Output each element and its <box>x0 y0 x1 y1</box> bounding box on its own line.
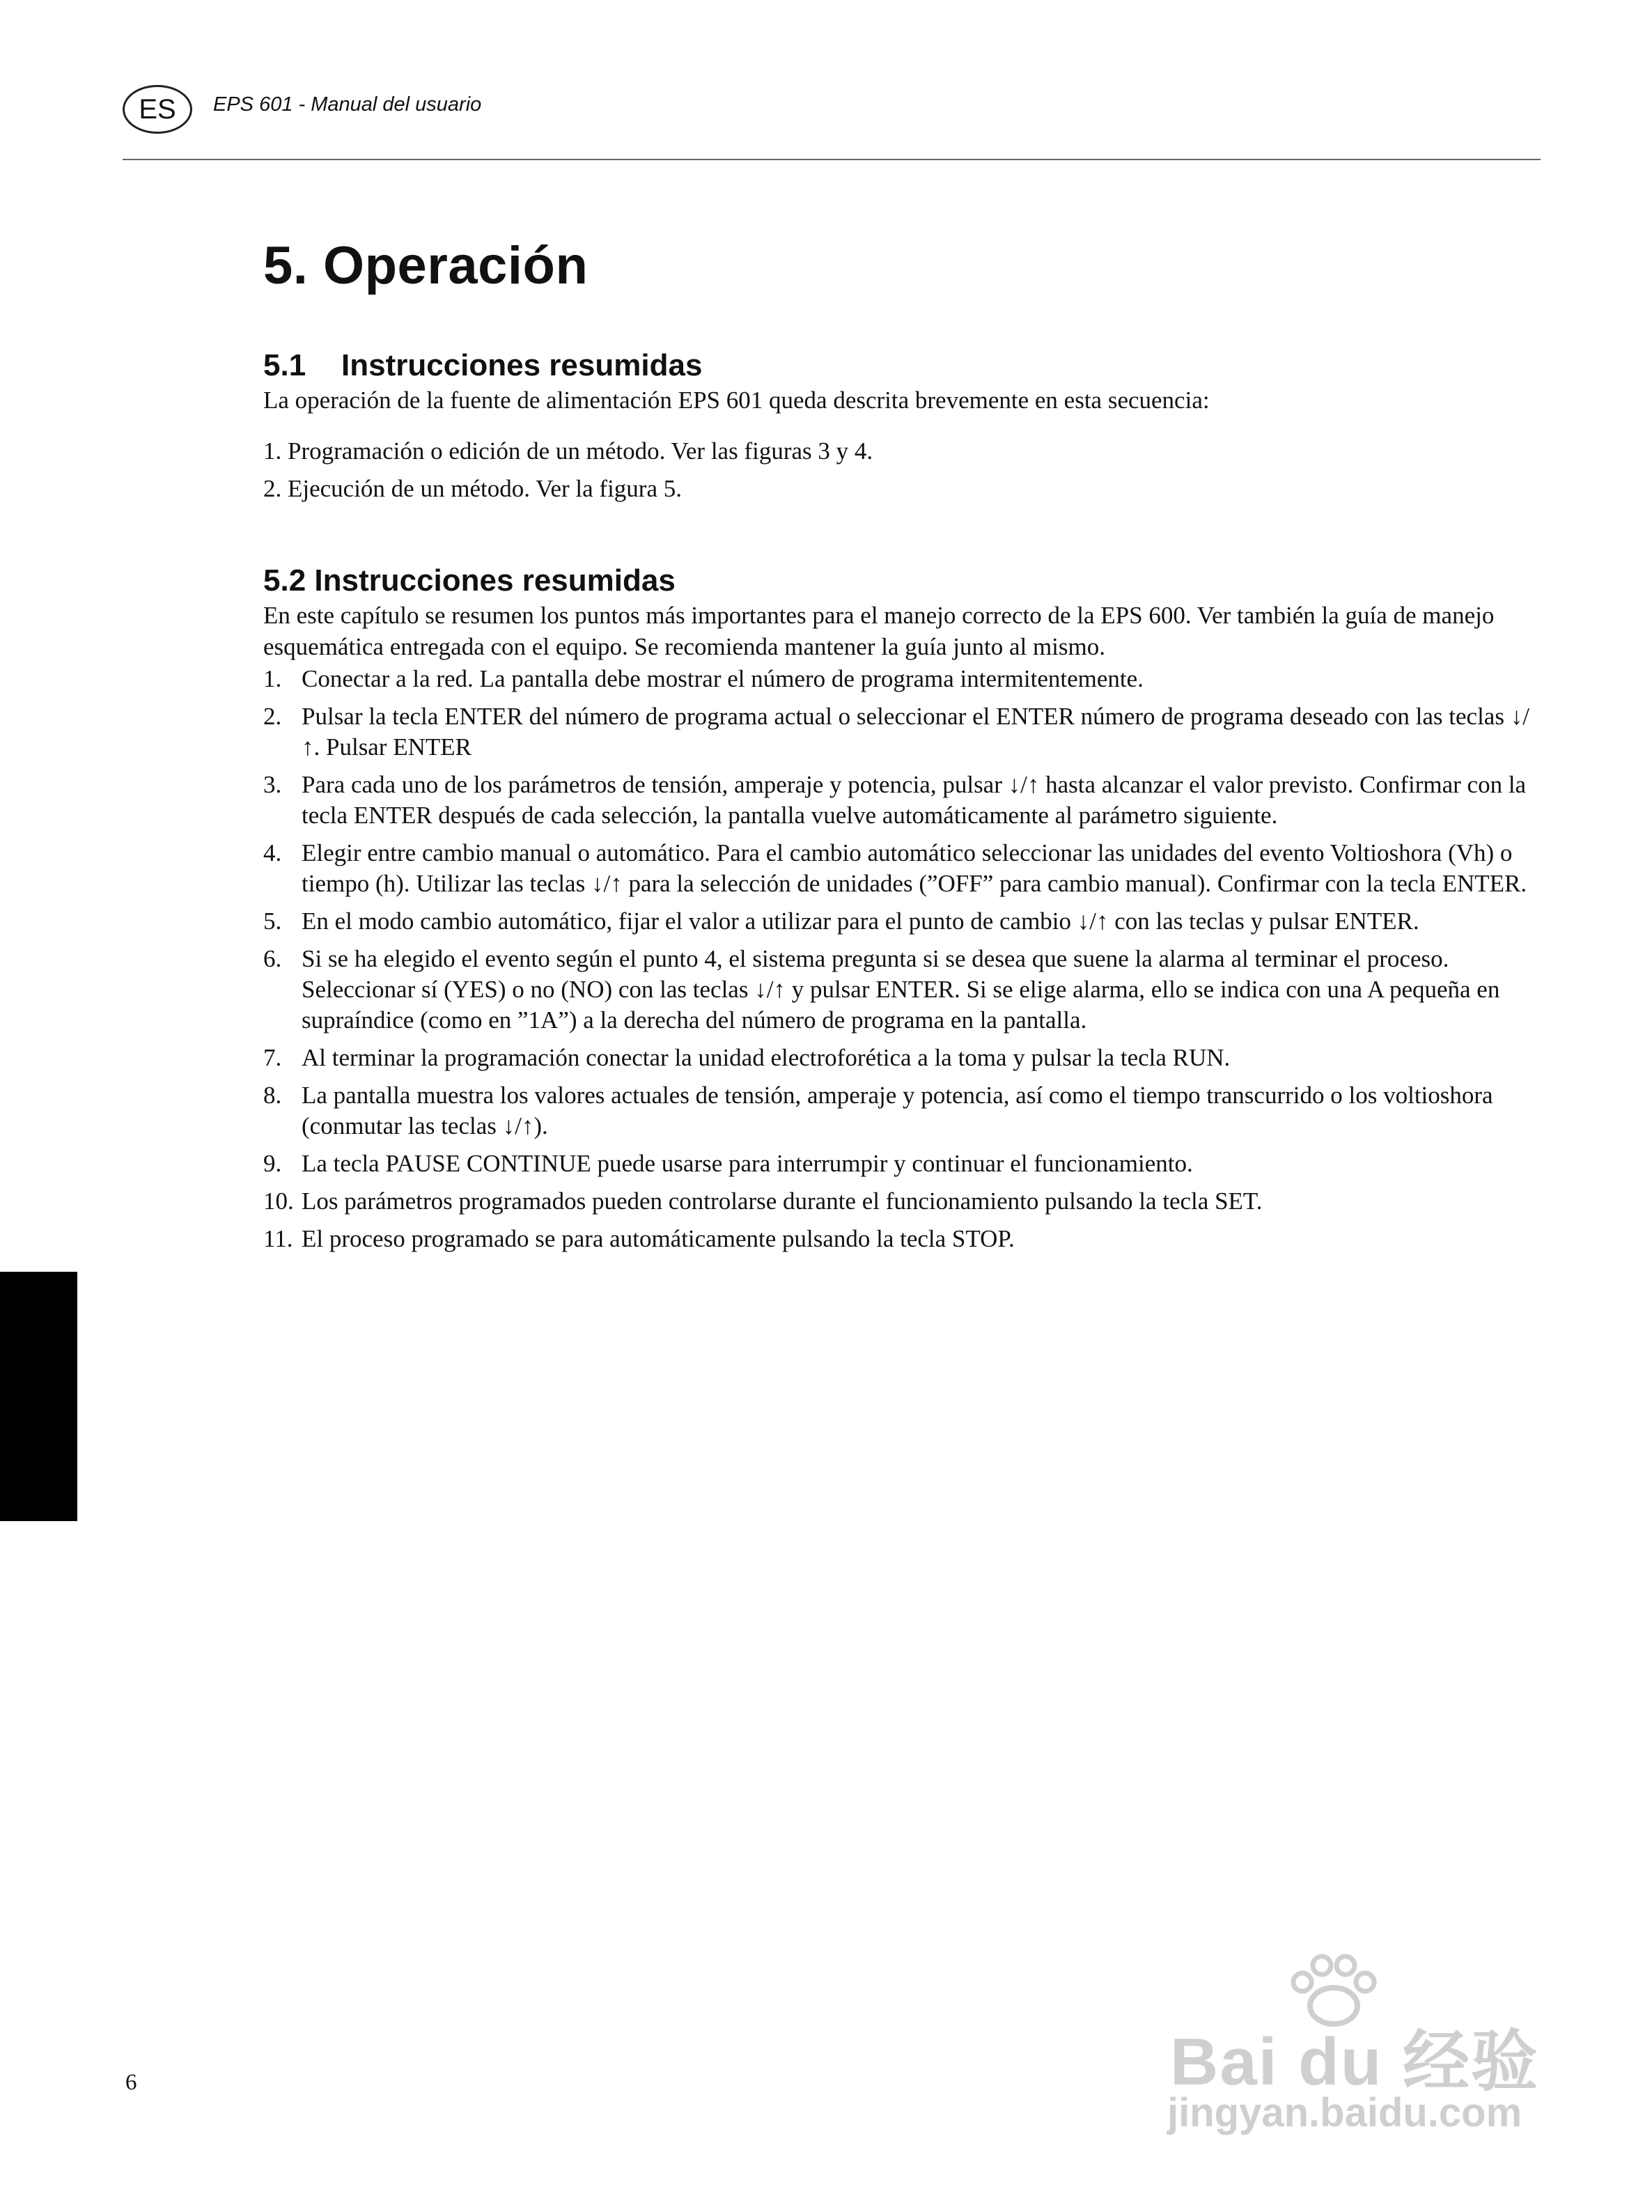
list-item <box>263 1148 1545 1179</box>
section-heading: 5.2 Instrucciones resumidas <box>263 563 676 598</box>
step-number: 7. <box>263 1044 282 1071</box>
step-number: 11. <box>263 1225 293 1252</box>
step-text: Los parámetros programados pueden controlarse durante el funcionamiento pulsando la tecla SET. <box>302 1187 1263 1215</box>
step-number: 2. <box>263 703 282 730</box>
step-text: Para cada uno de los parámetros de tensión, amperaje y potencia, pulsar ↓/↑ hasta alcanzar el valor previsto. Confirmar con la tecla ENTER después de cada selección, la pantalla vuelve automáticamente al parámetro siguiente. <box>302 771 1527 829</box>
list-item <box>263 701 1545 763</box>
list-item <box>263 906 1545 937</box>
chapter-side-tab <box>0 1272 77 1521</box>
step-number: 1. <box>263 665 282 692</box>
step-text: Elegir entre cambio manual o automático. Para el cambio automático seleccionar las unidades del evento Voltioshora (Vh) o tiempo (h). Utilizar las teclas ↓/↑ para la selección de unidades (”OFF” para cambio manual). Confirmar con la tecla ENTER. <box>302 839 1527 897</box>
step-number: 8. <box>263 1082 282 1109</box>
section-heading <box>263 347 1545 384</box>
step-text: Conectar a la red. La pantalla debe mostrar el número de programa intermitentemente. <box>302 665 1144 692</box>
summary-list <box>263 433 1545 508</box>
step-text: La pantalla muestra los valores actuales de tensión, amperaje y potencia, así como el tiempo transcurrido o los voltioshora (conmutar las teclas ↓/↑). <box>302 1082 1493 1139</box>
section-title: Instrucciones resumidas <box>341 348 703 382</box>
list-item <box>263 664 1545 694</box>
baidu-watermark <box>1142 1950 1574 2138</box>
document-title: EPS 601 - Manual del usuario <box>213 93 482 116</box>
list-item: 1. Programación o edición de un método. Ver las figuras 3 y 4. <box>263 437 873 465</box>
step-number: 6. <box>263 945 282 972</box>
list-item <box>263 770 1545 831</box>
step-text: Al terminar la programación conectar la unidad electroforética a la toma y pulsar la tecla RUN. <box>302 1044 1231 1071</box>
list-item <box>263 1043 1545 1073</box>
step-text: El proceso programado se para automáticamente pulsando la tecla STOP. <box>302 1225 1015 1252</box>
list-item <box>263 1224 1545 1254</box>
watermark-brand: Bai du 经验 <box>1170 2025 1540 2099</box>
section-intro: En este capítulo se resumen los puntos más importantes para el manejo correcto de la EPS 600. Ver también la guía de manejo esquemática entregada con el equipo. Se recomienda mantener la guía junto al mismo. <box>263 602 1495 660</box>
steps-list <box>263 664 1545 1254</box>
step-number: 5. <box>263 908 282 935</box>
step-number: 10. <box>263 1187 294 1215</box>
watermark-url: jingyan.baidu.com <box>1167 2090 1522 2135</box>
list-item <box>263 1186 1545 1217</box>
step-number: 4. <box>263 839 282 866</box>
section-number: 5.1 <box>263 348 306 382</box>
section-5-2 <box>263 562 1545 1254</box>
chapter-title: 5. Operación <box>263 236 589 295</box>
step-number: 3. <box>263 771 282 798</box>
header-divider <box>123 159 1541 160</box>
step-number: 9. <box>263 1150 282 1177</box>
list-item <box>263 838 1545 899</box>
section-intro: La operación de la fuente de alimentación EPS 601 queda descrita brevemente en esta secuencia: <box>263 387 1210 414</box>
page-number: 6 <box>125 2070 137 2095</box>
step-text: Pulsar la tecla ENTER del número de programa actual o seleccionar el ENTER número de programa deseado con las teclas ↓/↑. Pulsar ENTER <box>302 703 1529 761</box>
step-text: Si se ha elegido el evento según el punto 4, el sistema pregunta si se desea que suene la alarma al terminar el proceso. Seleccionar sí (YES) o no (NO) con las teclas ↓/↑ y pulsar ENTER. Si se elige alarma, ello se indica con una A pequeña en supraíndice (como en ”1A”) a la derecha del número de programa en la pantalla. <box>302 945 1500 1034</box>
step-text: En el modo cambio automático, fijar el valor a utilizar para el punto de cambio ↓/↑ con las teclas y pulsar ENTER. <box>302 908 1419 935</box>
list-item <box>263 1080 1545 1142</box>
step-text: La tecla PAUSE CONTINUE puede usarse para interrumpir y continuar el funcionamiento. <box>302 1150 1193 1177</box>
list-item <box>263 944 1545 1036</box>
section-5-1 <box>263 347 1545 508</box>
page-content <box>263 224 1545 1261</box>
language-badge: ES <box>123 85 192 134</box>
list-item: 2. Ejecución de un método. Ver la figura 5. <box>263 475 682 502</box>
